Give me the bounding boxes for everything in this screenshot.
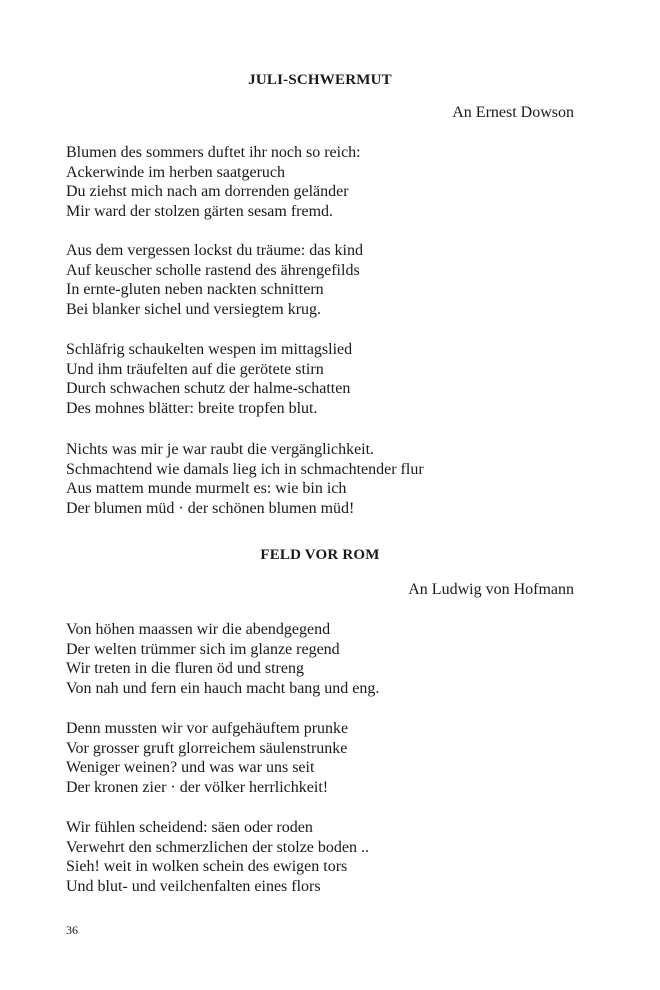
verse-line: Aus dem vergessen lockst du träume: das kind xyxy=(66,242,363,259)
verse-line: Sieh! weit in wolken schein des ewigen tors xyxy=(66,858,348,876)
poem-dedication-dowson: An Ernest Dowson xyxy=(452,104,574,121)
poem-dedication-hofmann: An Ludwig von Hofmann xyxy=(408,581,574,598)
verse-line: Wir fühlen scheidend: säen oder roden xyxy=(66,819,313,836)
verse-line: Und blut- und veilchenfalten eines flors xyxy=(66,877,321,895)
verse-line: Ackerwinde im herben saatgeruch xyxy=(66,163,286,181)
stanza-2-1 xyxy=(66,620,574,698)
verse-line: Auf keuscher scholle rastend des ährengefilds xyxy=(66,261,360,279)
verse-line: Weniger weinen? und was war uns seit xyxy=(66,759,315,777)
stanza-1-1 xyxy=(66,143,574,221)
verse-line: Der kronen zier · der völker herrlichkeit! xyxy=(66,778,329,796)
verse-line: Der welten trümmer sich im glanze regend xyxy=(66,640,340,658)
verse-line: Von nah und fern ein hauch macht bang und eng. xyxy=(66,679,380,697)
verse-line: Wir treten in die fluren öd und streng xyxy=(66,660,304,678)
stanza-1-4 xyxy=(66,440,574,518)
verse-line: Der blumen müd · der schönen blumen müd! xyxy=(66,499,355,517)
poem-title-juli-schwermut: JULI-SCHWERMUT xyxy=(248,72,392,88)
poem-title-feld-vor-rom: FELD VOR ROM xyxy=(260,547,380,563)
verse-line: Schmachtend wie damals lieg ich in schmachtender flur xyxy=(66,460,424,478)
verse-line: Vor grosser gruft glorreichem säulenstrunke xyxy=(66,739,348,757)
verse-line: Aus mattem munde murmelt es: wie bin ich xyxy=(66,480,347,498)
verse-line: Verwehrt den schmerzlichen der stolze boden .. xyxy=(66,838,369,856)
verse-line: Durch schwachen schutz der halme-schatten xyxy=(66,380,351,398)
verse-line: Bei blanker sichel und versiegtem krug. xyxy=(66,300,322,318)
verse-line: Mir ward der stolzen gärten sesam fremd. xyxy=(66,202,334,220)
verse-line: Und ihm träufelten auf die gerötete stirn xyxy=(66,360,324,378)
verse-line: Von höhen maassen wir die abendgegend xyxy=(66,621,331,638)
book-page xyxy=(66,0,574,990)
page-number: 36 xyxy=(66,923,78,937)
verse-line: Schläfrig schaukelten wespen im mittagslied xyxy=(66,341,353,358)
verse-line: Denn mussten wir vor aufgehäuftem prunke xyxy=(66,720,349,737)
verse-line: Nichts was mir je war raubt die vergänglichkeit. xyxy=(66,441,375,458)
stanza-2-3 xyxy=(66,818,574,896)
verse-line: Du ziehst mich nach am dorrenden geländer xyxy=(66,183,349,201)
verse-line: Des mohnes blätter: breite tropfen blut. xyxy=(66,399,318,417)
stanza-1-3 xyxy=(66,340,574,418)
stanza-2-2 xyxy=(66,719,574,797)
stanza-1-2 xyxy=(66,241,574,319)
verse-line: In ernte-gluten neben nackten schnittern xyxy=(66,281,324,299)
verse-line: Blumen des sommers duftet ihr noch so reich: xyxy=(66,144,361,161)
